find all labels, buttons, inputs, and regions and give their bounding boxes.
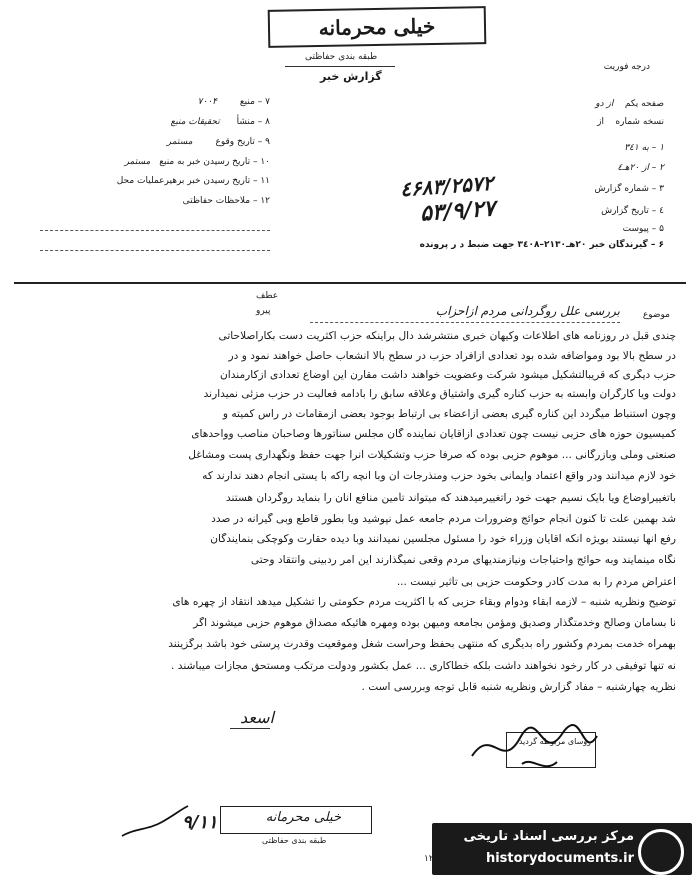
signature-underline — [230, 728, 270, 729]
body-line: بهمراه خدمت بمردم وکشور راه بدیگری که منتهی بحفظ وحراست شغل وموقعیت وقدرت پرستی خود باشد برگزینند — [168, 638, 676, 650]
field-date-occurrence: ۹ – تاریخ وقوع مستمر — [166, 137, 270, 147]
bottom-stamp: خیلی محرمانه — [265, 810, 341, 825]
handwritten-report-number: ۲۵۷۲/٤۶۸۳ — [399, 170, 494, 202]
body-line: صنعتی وملی وبازرگانی ... موهوم حزبی بوده که صرفاً حزب وتشکیلات آنرا جهت حفظ ونگهداری پست ومشاغل — [188, 449, 676, 461]
archive-logo — [432, 823, 692, 875]
body-line: اعتراض مردم را به مدت کادر وحکومت حزبی بی تأثیر نیست ... — [396, 576, 676, 588]
field-security-notes: ۱۲ – ملاحظات حفاظتی — [182, 196, 270, 206]
dotted-line — [40, 230, 270, 231]
field-to: ۱ – به ۳٤۱ — [624, 143, 664, 153]
body-line: نظریه چهارشنبه – مفاد گزارش ونظریه شنبه قابل توجه وبررسی است . — [361, 681, 676, 693]
field-report-date: ٤ – تاریخ گزارش — [601, 206, 664, 216]
report-title: گزارش خبر — [320, 70, 382, 83]
subject-label: موضوع — [642, 310, 670, 320]
body-line: نا بسامان وصالح وخدمتگذار وصدیق ومؤمن بجامعه ومیهن بوده ومهره هائیکه مصداق موهوم حزبی میشوند اگر — [193, 617, 676, 629]
body-line: نگاه مینمایند وبه حوائج واحتیاجات ونیازمندیهای مردم وقعی نمیگذارند این امر ردبینی وانتقاد وحتی — [250, 554, 676, 566]
field-origin: ۸ – منشأ تحقیقات منبع — [170, 117, 270, 127]
classification-stamp: خیلی محرمانه — [268, 6, 487, 48]
bottom-hand-note: ۹/۱۱ — [182, 812, 218, 833]
note-peyro: پیرو — [256, 306, 271, 316]
field-from: ۲ – از ۲٠هـ٤ — [617, 163, 664, 173]
routing-stamp-label: روسای مربوطه گردید — [518, 737, 591, 746]
signature-initials: اسعد — [240, 708, 274, 727]
logo-line2: historydocuments.ir — [485, 851, 634, 866]
page-number: ۱۲۰ — [424, 854, 439, 864]
note-atf: عطف — [256, 291, 279, 301]
body-line: وچون استنباط میگردد این کناره گیری بعضی ازاعضاء بی ارتباط بوجود بعضی ازمقامات در راس کمیته و — [222, 408, 676, 420]
body-line: دولت ویا کارگران وابسته به حزب کناره گیری واشتیاق وعلاقه سابق را بادامه فعالیت در حزب مزئی نمیدارند — [203, 388, 676, 400]
field-source: ۷ – منبع ۷۰۰۴ — [197, 97, 270, 107]
subject-underline — [310, 322, 620, 323]
field-date-to-ops: ۱۱ – تاریخ رسیدن خبر برهیرعملیات محل — [116, 176, 270, 186]
class-label: طبقه بندی حفاظتی — [305, 52, 378, 62]
body-line: نه تنها توفیقی در کار رخود نخواهند داشت بلکه خطاکاری ... عمل بکشور ودولت مرتکب ومستحق مجازات میباشند . — [171, 660, 676, 672]
body-line: توضیح ونظریه شنبه – لازمه ابقاء ودوام وبقاء حزبی که با اکثریت مردم حکومتی را تشکیل میدهد انتقاد از چهره های — [172, 596, 676, 608]
field-page: صفحه یکم از دو — [595, 99, 664, 109]
body-line: کمیسیون حوزه های حزبی نیست چون تعدادی ازآقایان نماینده گان مجلس سناتورها وصاحبان مناصب وواحدهای — [191, 428, 676, 440]
divider — [285, 66, 395, 67]
field-date-to-source: ۱۰ – تاریخ رسیدن خبر به منبع مستمر — [124, 157, 270, 167]
dotted-line — [40, 250, 270, 251]
bottom-class-label: طبقه بندی حفاظتی — [262, 836, 327, 845]
header-divider — [14, 282, 686, 284]
field-report-no: ۳ – شماره گزارش — [594, 184, 664, 194]
body-line: حزب دیگری که قریبالتشکیل میشود شرکت وعضویت خواهند داشت مقارن این اوضاع تعدادی ازکارمندان — [219, 369, 676, 381]
priority-label: درجه فوریت — [603, 62, 650, 72]
field-attachment: ۵ – پیوست — [622, 224, 664, 234]
body-line: رفع آنها نیستند بویژه آنکه آقایان وزراء خود را مسئول مجلسین نمیدانند وبا دیده حقارت وکوچکی بنمایندگان — [210, 533, 676, 545]
signature-scribble — [462, 716, 602, 778]
body-line: خود لازم میدانند ودر واقع اعتماد وایمانی بخود حزب ومنذرجات آن وبا آنچه راکه با یستی انجام دهند ندارند که — [202, 470, 676, 482]
bottom-stamp-box — [220, 806, 372, 834]
field-copy: نسخه شماره از — [597, 117, 664, 127]
body-line: باتغییراوضاع ویا بایک نسیم جهت خود راتغییرمیدهند که میتواند تأمین منافع آنان را بنماید روگردان هستند — [226, 492, 676, 504]
body-line: در سطح بالا بود ومواضافه شده بود تعدادی ازافراد حزب در سطح بالا انشعاب حاصل خواهند نمود و در — [228, 350, 676, 362]
body-line: چندی قبل در روزنامه های اطلاعات وکیهان خبری منتشرشد دال براینکه حزب اکثریت دست بکاراصلاحاتی — [218, 330, 676, 342]
body-line: شد بهمین علت تا کنون انجام حوائج وضرورات مردم جامعه عمل نپوشید ویا بطور قاطع وبی گیرانه در صدد — [211, 513, 676, 525]
logo-line1: مرکز بررسی اسناد تاریخی — [463, 829, 634, 844]
field-recipients: ۶ – گیرندگان خبر ۲٠هـ۲۱۳٠–۳٤٠٨ جهت ضبط د ر پرونده — [419, 240, 664, 250]
subject-text: بررسی علل روگردانی مردم ازاحزاب — [435, 304, 620, 318]
archive-mark-icon — [638, 829, 684, 875]
handwritten-report-date: ۵۳/۹/۲۷ — [419, 195, 496, 227]
